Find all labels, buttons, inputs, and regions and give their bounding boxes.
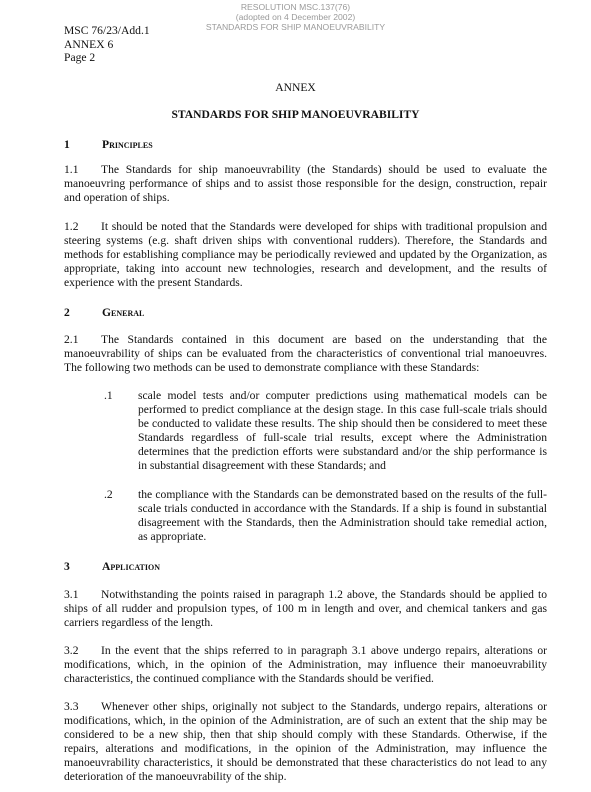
doc-ref: MSC 76/23/Add.1 <box>64 24 150 37</box>
section-title: Principles <box>102 138 153 151</box>
paragraph-text: Notwithstanding the points raised in paragraph 1.2 above, the Standards should be applied to ships of all rudder and propulsion types, of 100 m in length and over, and chemical tankers and gas carriers regardless of the length. <box>64 588 547 629</box>
paragraph-text: Whenever other ships, originally not subject to the Standards, undergo repairs, alterations or modifications, which, in the opinion of the Administration, are of such an extent that the ship may be considered to be a new ship, then that ship should comply with these Standards. Otherwise, if the repairs, alterations and modifications, in the opinion of the Administration, may influence the manoeuvrability characteristics, it should be demonstrated that these characteristics do not lead to any deterioration of the manoeuvrability of the ship. <box>64 700 547 783</box>
resolution-subject: STANDARDS FOR SHIP MANOEUVRABILITY <box>205 22 386 32</box>
paragraph-text: The Standards for ship manoeuvrability (the Standards) should be used to evaluate the manoeuvring performance of ships and to assist those responsible for the design, construction, repair and operation of ships. <box>64 163 547 204</box>
page-number: Page 2 <box>64 51 96 64</box>
list-item-text: scale model tests and/or computer predictions using mathematical models can be performed to predict compliance at the design stage. In this case full-scale trials should be conducted to validate these results. The ship should then be considered to meet these Standards regardless of full-scale trial results, except where the Administration determines that the prediction efforts were substandard and/or the ship performance is in substantial disagreement with these Standards; and <box>138 389 547 472</box>
paragraph-3-1 <box>64 588 547 630</box>
paragraph-number: 1.1 <box>64 163 79 176</box>
section-title: Application <box>102 560 161 573</box>
paragraph-number: 3.2 <box>64 644 79 657</box>
paragraph-number: 1.2 <box>64 220 79 233</box>
list-item-text: the compliance with the Standards can be demonstrated based on the results of the full-scale trials conducted in accordance with the Standards. If a ship is found in substantial disagreement with the Standards, then the Administration should take remedial action, as appropriate. <box>138 488 547 543</box>
paragraph-number: 3.3 <box>64 700 79 713</box>
section-heading-general <box>64 306 144 319</box>
annex-heading: ANNEX <box>275 81 316 94</box>
paragraph-text: The Standards contained in this document are based on the understanding that the manoeuvrability of ships can be evaluated from the characteristics of conventional trial manoeuvres. The following two methods can be used to demonstrate compliance with these Standards: <box>64 333 547 374</box>
paragraph-number: 2.1 <box>64 333 79 346</box>
section-number: 1 <box>64 138 70 151</box>
paragraph-number: 3.1 <box>64 588 79 601</box>
paragraph-3-3 <box>64 700 547 783</box>
list-item-number: .2 <box>104 488 113 501</box>
section-number: 3 <box>64 560 70 573</box>
section-title: General <box>102 306 145 319</box>
list-item-2-1-2 <box>104 488 547 544</box>
section-heading-principles <box>64 138 153 151</box>
resolution-number: RESOLUTION MSC.137(76) <box>240 2 351 12</box>
paragraph-text: In the event that the ships referred to in paragraph 3.1 above undergo repairs, alterations or modifications, which, in the opinion of the Administration, may influence their manoeuvrability characteristics, the continued compliance with the Standards should be verified. <box>64 644 547 685</box>
paragraph-3-2 <box>64 644 547 686</box>
page-title: STANDARDS FOR SHIP MANOEUVRABILITY <box>171 108 420 121</box>
paragraph-1-2 <box>64 220 547 290</box>
list-item-2-1-1 <box>104 389 547 472</box>
paragraph-text: It should be noted that the Standards were developed for ships with traditional propulsion and steering systems (e.g. shaft driven ships with conventional rudders). Therefore, the Standards and methods for establishing compliance may be periodically reviewed and updated by the Organization, as appropriate, taking into account new technologies, research and development, and the results of experience with the present Standards. <box>64 220 547 289</box>
section-number: 2 <box>64 306 70 319</box>
paragraph-2-1 <box>64 333 547 375</box>
document-reference <box>64 24 150 65</box>
section-heading-application <box>64 560 160 573</box>
adoption-date: (adopted on 4 December 2002) <box>235 12 356 22</box>
list-item-number: .1 <box>104 389 113 402</box>
annex-number: ANNEX 6 <box>64 37 114 51</box>
paragraph-1-1 <box>64 163 547 205</box>
